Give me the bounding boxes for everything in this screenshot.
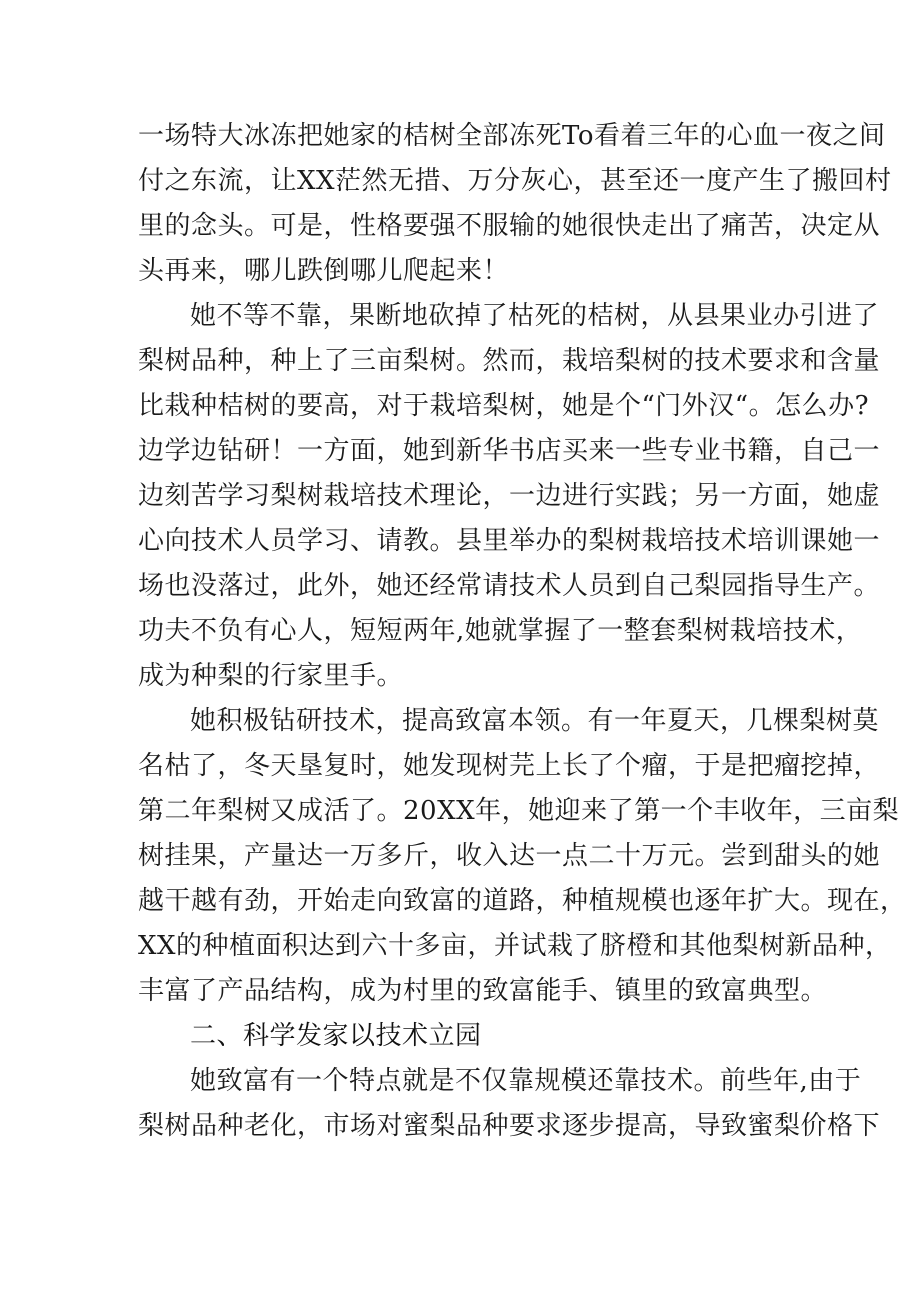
- text-line: 里的念头。可是，性格要强不服输的她很快走出了痛苦，决定从: [138, 211, 881, 241]
- text-line: 一场特大冰冻把她家的桔树全部冻死To看着三年的心血一夜之间: [138, 121, 886, 151]
- text-line: 丰富了产品结构，成为村里的致富能手、镇里的致富典型。: [138, 976, 828, 1006]
- text-line: 边学边钻研！一方面，她到新华书店买来一些专业书籍，自己一: [138, 436, 881, 466]
- text-line: 场也没落过，此外，她还经常请技术人员到自己梨园指导生产。: [138, 571, 881, 601]
- text-line: 梨树品种老化，市场对蜜梨品种要求逐步提高，导致蜜梨价格下: [138, 1111, 881, 1141]
- text-line: 树挂果，产量达一万多斤，收入达一点二十万元。尝到甜头的她: [138, 841, 881, 871]
- text-line: 比栽种桔树的要高，对于栽培梨树，她是个“门外汉“。怎么办?: [138, 391, 870, 421]
- text-line: 功夫不负有心人，短短两年,她就掌握了一整套梨树栽培技术，: [138, 616, 863, 646]
- text-line: 头再来，哪儿跌倒哪儿爬起来！: [138, 256, 510, 286]
- text-line: 她积极钻研技术，提高致富本领。有一年夏天，几棵梨树莫: [190, 706, 880, 736]
- text-line: 她致富有一个特点就是不仅靠规模还靠技术。前些年,由于: [190, 1066, 862, 1096]
- text-line: 边刻苦学习梨树栽培技术理论，一边进行实践；另一方面，她虚: [138, 481, 881, 511]
- text-line: 成为种梨的行家里手。: [138, 661, 404, 691]
- text-line: 名枯了，冬天垦复时，她发现树芫上长了个瘤，于是把瘤挖掉，: [138, 751, 881, 781]
- text-line: 付之东流，让XX茫然无措、万分灰心，甚至还一度产生了搬回村: [138, 166, 892, 196]
- text-line: 心向技术人员学习、请教。县里举办的梨树栽培技术培训课她一: [138, 526, 881, 556]
- text-line: 她不等不靠，果断地砍掉了枯死的桔树，从县果业办引进了: [190, 301, 880, 331]
- text-line: 梨树品种，种上了三亩梨树。然而，栽培梨树的技术要求和含量: [138, 346, 881, 376]
- text-line: 第二年梨树又成活了。20XX年，她迎来了第一个丰收年，三亩梨: [138, 796, 900, 826]
- text-line: XX的种植面积达到六十多亩，并试栽了脐橙和其他梨树新品种，: [138, 931, 892, 961]
- section-heading: 二、科学发家以技术立园: [190, 1021, 482, 1051]
- text-line: 越干越有劲，开始走向致富的道路，种植规模也逐年扩大。现在，: [138, 886, 907, 916]
